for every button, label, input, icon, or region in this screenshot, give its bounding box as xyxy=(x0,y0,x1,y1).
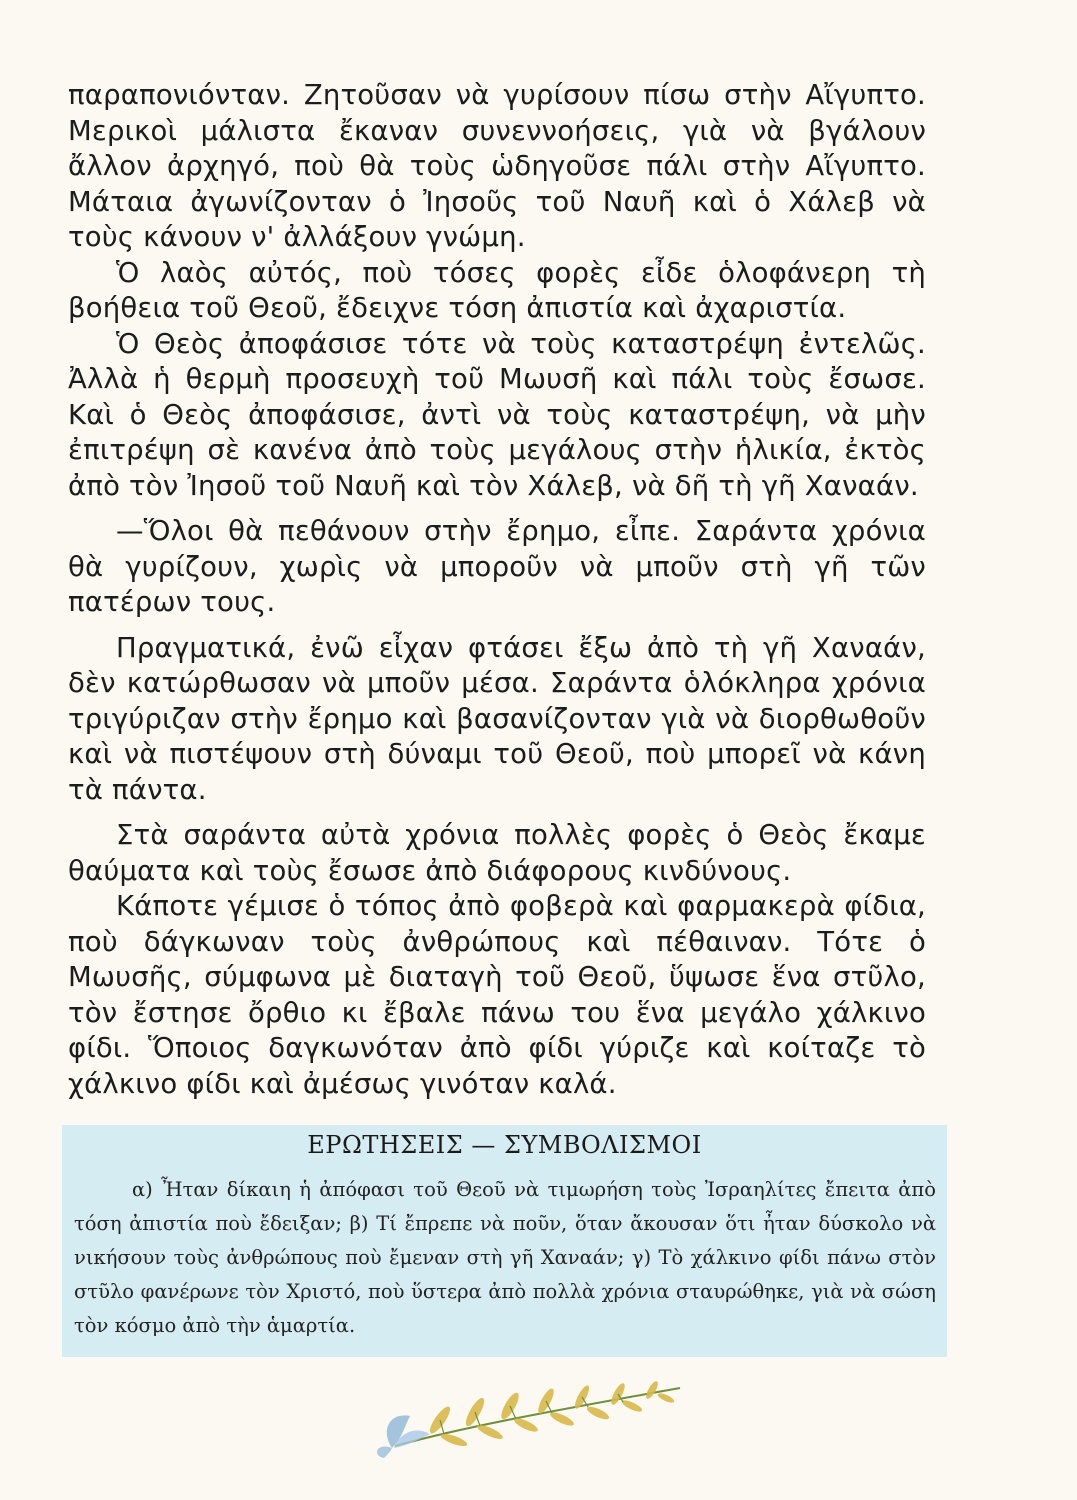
paragraph-6: Στὰ σαράντα αὐτὰ χρόνια πολλὲς φορὲς ὁ Θεὸς ἔκαμε θαύματα καὶ τοὺς ἔσωσε ἀπὸ διάφορους κινδύνους. xyxy=(68,819,926,887)
paragraph-4: —Ὅλοι θὰ πεθάνουν στὴν ἔρημο, εἶπε. Σαράντα χρόνια θὰ γυρίζουν, χωρὶς νὰ μποροῦν νὰ μποῦν στὴ γῆ τῶν πατέρων τους. xyxy=(68,515,926,618)
main-text xyxy=(68,78,926,1102)
paragraph-3: Ὁ Θεὸς ἀποφάσισε τότε νὰ τοὺς καταστρέψη ἐντελῶς. Ἀλλὰ ἡ θερμὴ προσευχὴ τοῦ Μωυσῆ καὶ πάλι τοὺς ἔσωσε. Καὶ ὁ Θεὸς ἀποφάσισε, ἀντὶ νὰ τοὺς καταστρέψη, νὰ μὴν ἐπιτρέψη σὲ κανένα ἀπὸ τοὺς μεγάλους στὴν ἡλικία, ἐκτὸς ἀπὸ τὸν Ἰησοῦ τοῦ Ναυῆ καὶ τὸν Χάλεβ, νὰ δῆ τὴ γῆ Χαναάν. xyxy=(68,327,926,502)
paragraph-2: Ὁ λαὸς αὐτός, ποὺ τόσες φορὲς εἶδε ὁλοφάνερη τὴ βοήθεια τοῦ Θεοῦ, ἔδειχνε τόση ἀπιστία καὶ ἀχαριστία. xyxy=(68,256,926,324)
paragraph-1: παραπονιόνταν. Ζητοῦσαν νὰ γυρίσουν πίσω στὴν Αἴγυπτο. Μερικοὶ μάλιστα ἔκαναν συνεννοήσεις, γιὰ νὰ βγάλουν ἄλλον ἀρχηγό, ποὺ θὰ τοὺς ὡδηγοῦσε πάλι στὴν Αἴγυπτο. Μάταια ἀγωνίζονταν ὁ Ἰησοῦς τοῦ Ναυῆ καὶ ὁ Χάλεβ νὰ τοὺς κάνουν ν' ἀλλάξουν γνώμη. xyxy=(68,79,926,253)
questions-body: α) Ἦταν δίκαιη ἡ ἀπόφασι τοῦ Θεοῦ νὰ τιμωρήση τοὺς Ἰσραηλίτες ἔπειτα ἀπὸ τόση ἀπιστία ποὺ ἔδειξαν; β) Τί ἔπρεπε νὰ ποῦν, ὅταν ἄκουσαν ὅτι ἦταν δύσκολο νὰ νικήσουν τοὺς ἀνθρώπους ποὺ ἔμεναν στὴ γῆ Χαναάν; γ) Τὸ χάλκινο φίδι πάνω στὸν στῦλο φανέρωνε τὸν Χριστό, ποὺ ὕστερα ἀπὸ πολλὰ χρόνια σταυρώθηκε, γιὰ νὰ σώση τὸν κόσμο ἀπὸ τὴν ἁμαρτία. xyxy=(74,1178,936,1337)
floral-vine-ornament-icon xyxy=(370,1368,700,1458)
questions-box xyxy=(62,1125,947,1357)
paragraph-5: Πραγματικά, ἐνῶ εἶχαν φτάσει ἔξω ἀπὸ τὴ γῆ Χαναάν, δὲν κατώρθωσαν νὰ μποῦν μέσα. Σαράντα ὁλόκληρα χρόνια τριγύριζαν στὴν ἔρημο καὶ βασανίζονταν γιὰ νὰ διορθωθοῦν καὶ νὰ πιστέψουν στὴ δύναμι τοῦ Θεοῦ, ποὺ μπορεῖ νὰ κάνη τὰ πάντα. xyxy=(68,631,926,806)
paragraph-7: Κάποτε γέμισε ὁ τόπος ἀπὸ φοβερὰ καὶ φαρμακερὰ φίδια, ποὺ δάγκωναν τοὺς ἀνθρώπους καὶ πέθαιναν. Τότε ὁ Μωυσῆς, σύμφωνα μὲ διαταγὴ τοῦ Θεοῦ, ὕψωσε ἕνα στῦλο, τὸν ἔστησε ὄρθιο κι ἔβαλε πάνω του ἕνα μεγάλο χάλκινο φίδι. Ὅποιος δαγκωνόταν ἀπὸ φίδι γύριζε καὶ κοίταζε τὸ χάλκινο φίδι καὶ ἀμέσως γινόταν καλά. xyxy=(68,890,926,1100)
questions-title: ΕΡΩΤΗΣΕΙΣ — ΣΥΜΒΟΛΙΣΜΟΙ xyxy=(307,1131,702,1159)
